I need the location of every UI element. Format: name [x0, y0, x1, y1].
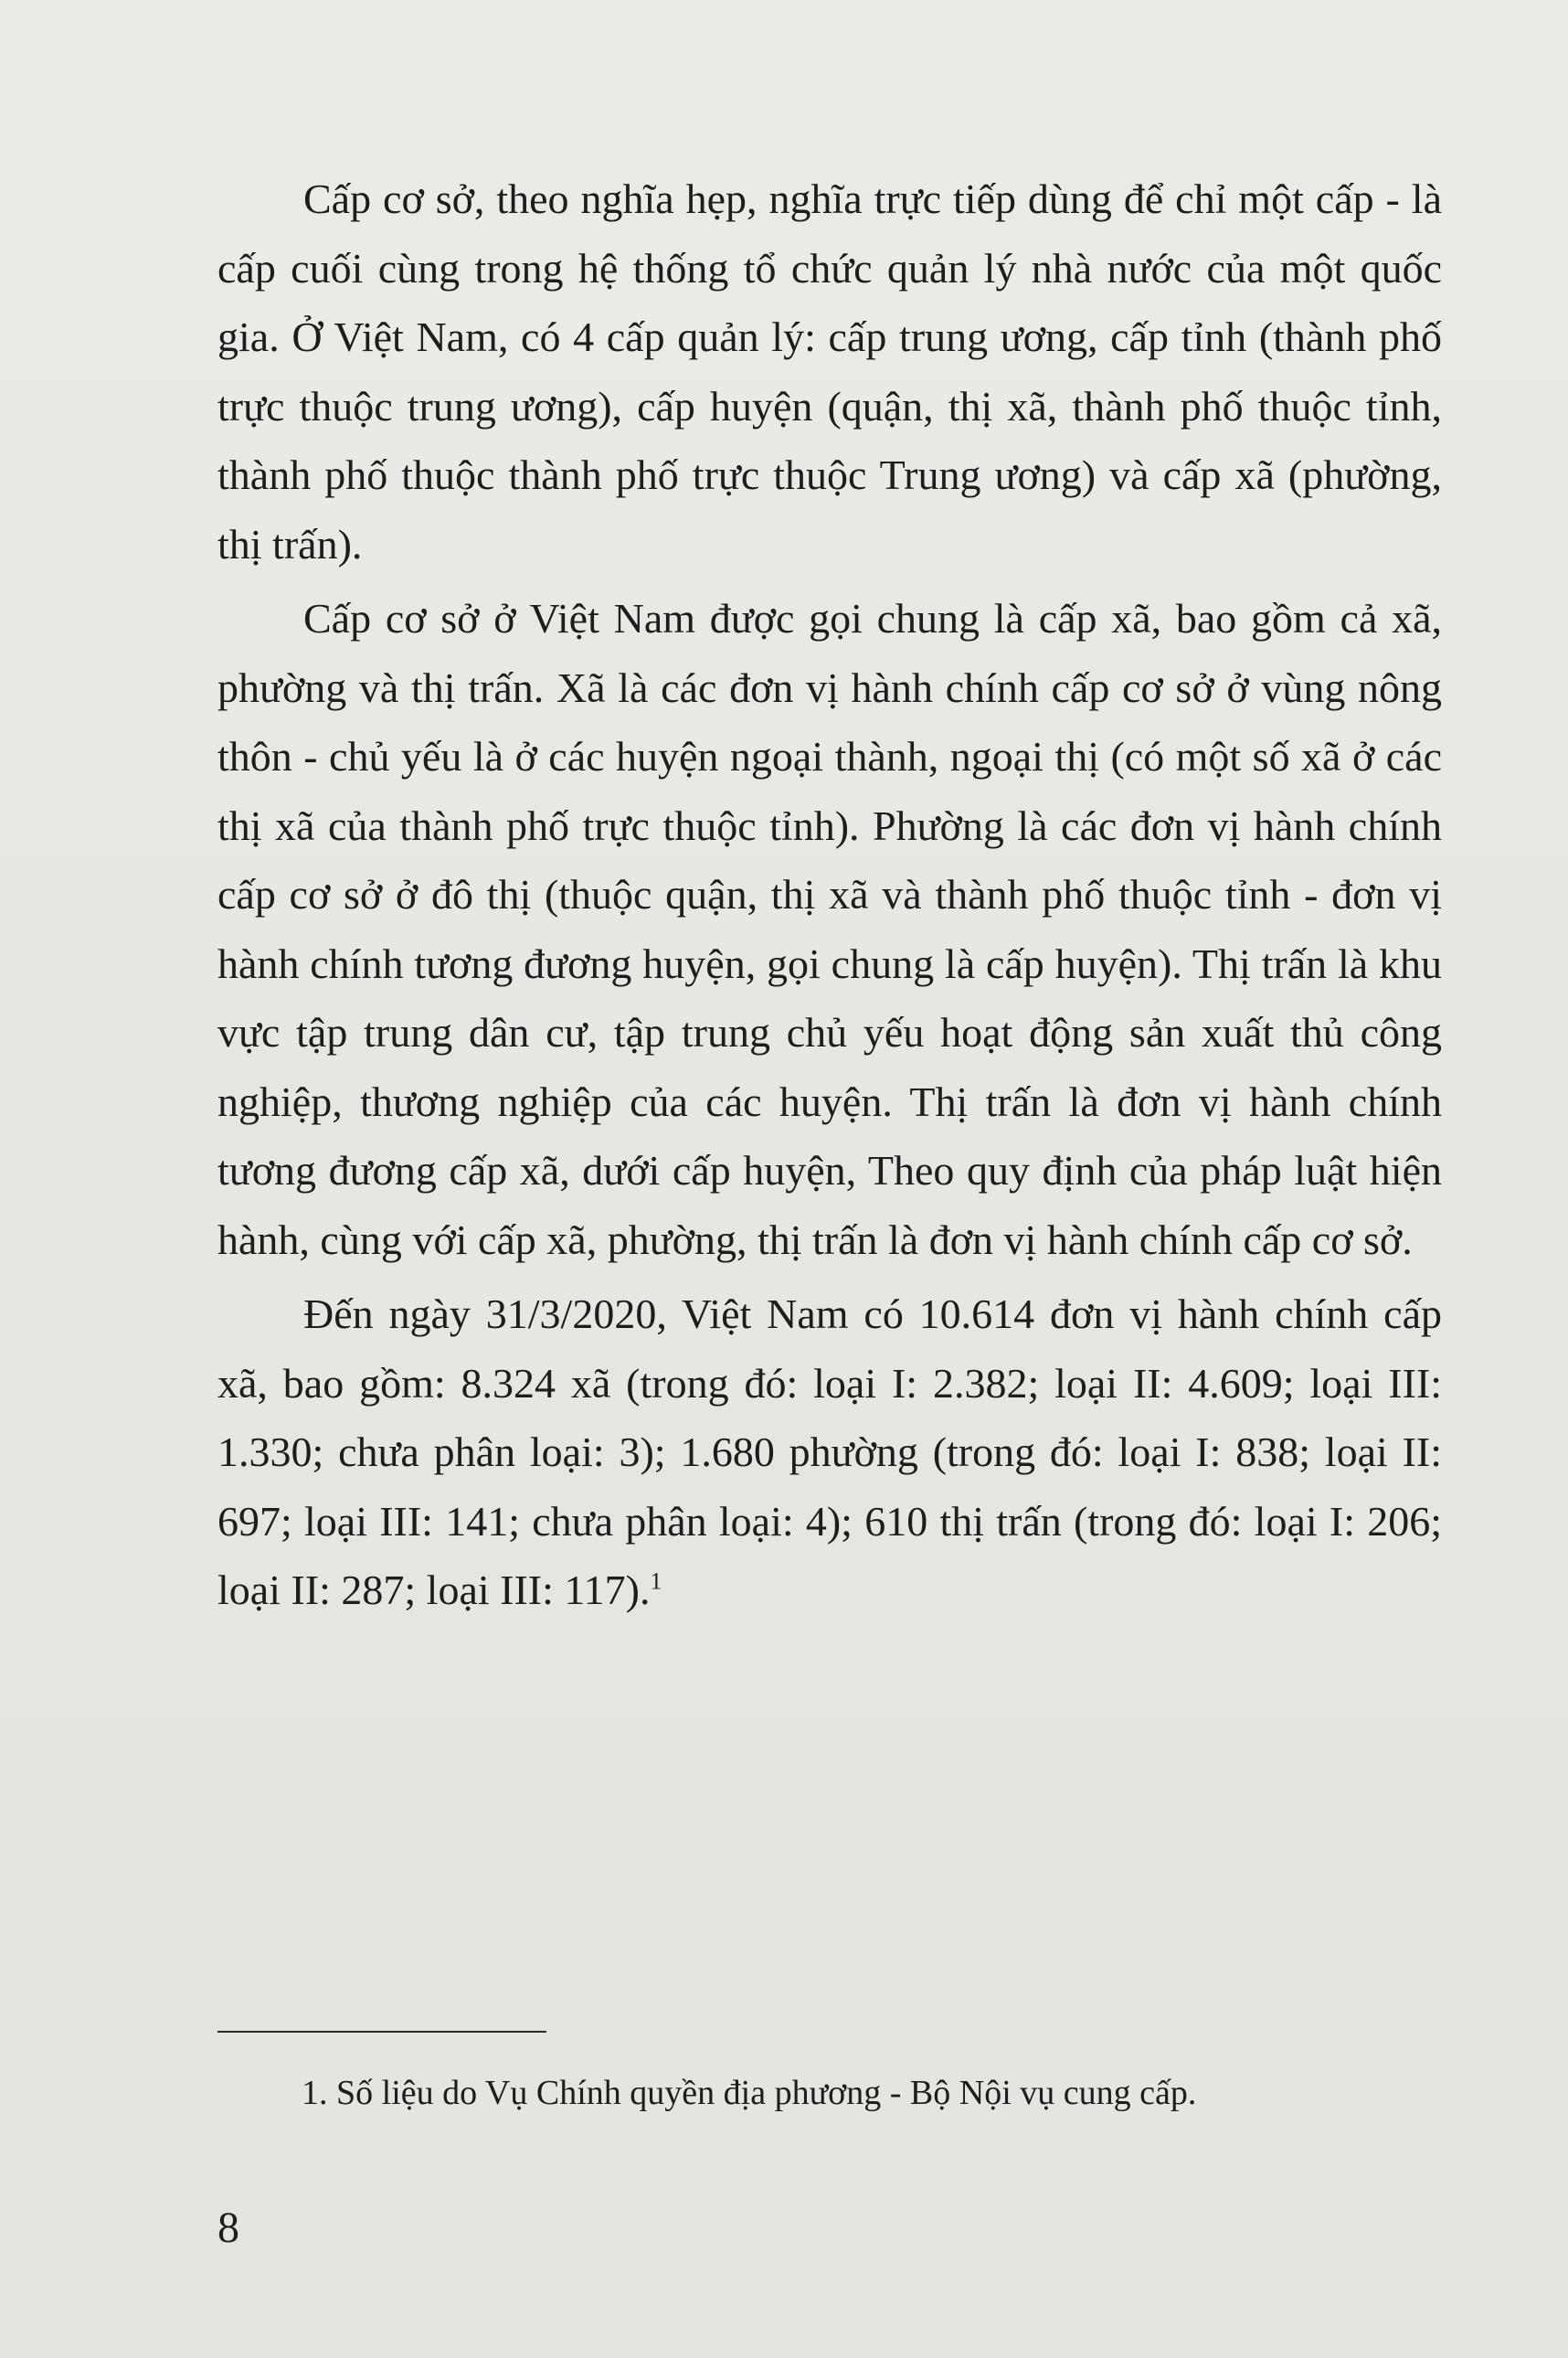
page-number: 8 — [217, 2204, 239, 2252]
paragraph-1: Cấp cơ sở, theo nghĩa hẹp, nghĩa trực tiếp dùng để chỉ một cấp - là cấp cuối cùng trong hệ thống tổ chức quản lý nhà nước của một quốc gia. Ở Việt Nam, có 4 cấp quản lý: cấp trung ương, cấp tỉnh (thành phố trực thuộc trung ương), cấp huyện (quận, thị xã, thành phố thuộc tỉnh, thành phố thuộc thành phố trực thuộc Trung ương) và cấp xã (phường, thị trấn). — [217, 175, 1442, 568]
body-text — [217, 165, 1442, 1625]
footnote: 1. Số liệu do Vụ Chính quyền địa phương - Bộ Nội vụ cung cấp. — [302, 2074, 1197, 2112]
footnote-divider — [217, 2031, 546, 2033]
paragraph-2: Cấp cơ sở ở Việt Nam được gọi chung là cấp xã, bao gồm cả xã, phường và thị trấn. Xã là các đơn vị hành chính cấp cơ sở ở vùng nông thôn - chủ yếu là ở các huyện ngoại thành, ngoại thị (có một số xã ở các thị xã của thành phố trực thuộc tỉnh). Phường là các đơn vị hành chính cấp cơ sở ở đô thị (thuộc quận, thị xã và thành phố thuộc tỉnh - đơn vị hành chính tương đương huyện, gọi chung là cấp huyện). Thị trấn là khu vực tập trung dân cư, tập trung chủ yếu hoạt động sản xuất thủ công nghiệp, thương nghiệp của các huyện. Thị trấn là đơn vị hành chính tương đương cấp xã, dưới cấp huyện, Theo quy định của pháp luật hiện hành, cùng với cấp xã, phường, thị trấn là đơn vị hành chính cấp cơ sở. — [217, 595, 1442, 1263]
paragraph-3 — [217, 1280, 1442, 1625]
paragraph-3-text: Đến ngày 31/3/2020, Việt Nam có 10.614 đơn vị hành chính cấp xã, bao gồm: 8.324 xã (trong đó: loại I: 2.382; loại II: 4.609; loại III: 1.330; chưa phân loại: 3); 1.680 phường (trong đó: loại I: 838; loại II: 697; loại III: 141; chưa phân loại: 4); 610 thị trấn (trong đó: loại I: 206; loại II: 287; loại III: 117). — [217, 1291, 1442, 1613]
footnote-marker: 1 — [650, 1567, 662, 1595]
